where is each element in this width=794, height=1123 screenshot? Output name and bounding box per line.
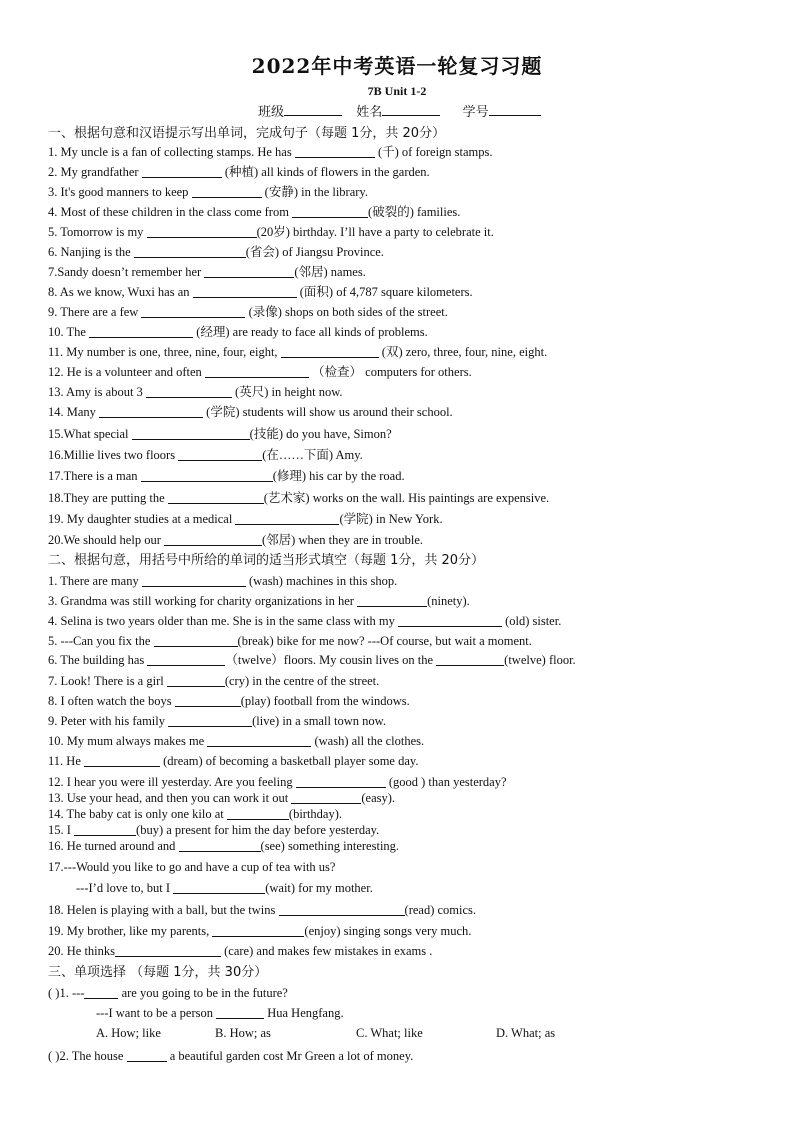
section2-item <box>48 822 379 838</box>
question-text: 16.Millie lives two floors <box>48 448 179 462</box>
question-text: (录像) shops on both sides of the street. <box>245 305 448 319</box>
question-text: (千) of foreign stamps. <box>374 145 493 159</box>
answer-blank[interactable] <box>175 693 241 707</box>
question-text: 2. My grandfather <box>48 165 142 179</box>
question-text: (live) in a small town now. <box>252 714 387 728</box>
id-label: 学号 <box>462 105 489 120</box>
section2-heading: 二、根据句意，用括号中所给的单词的适当形式填空（每题 1分，共 20分） <box>48 553 485 568</box>
question-text: 18. Helen is playing with a ball, but the twins <box>48 903 279 917</box>
question-text: （twelve）floors. My cousin lives on the <box>225 653 437 667</box>
question-text: (good ) than yesterday? <box>385 775 507 789</box>
section2-item <box>48 902 476 918</box>
question-text: 3. Grandma was still working for charity organizations in her <box>48 594 358 608</box>
question-text: are you going to be in the future? <box>118 986 288 1000</box>
answer-blank[interactable] <box>204 264 294 278</box>
question-text: (dream) of becoming a basketball player some day. <box>160 754 419 768</box>
name-blank[interactable] <box>382 103 440 116</box>
question-text: 6. The building has <box>48 653 148 667</box>
question-text: 7.Sandy doesn’t remember her <box>48 265 205 279</box>
question-text: (cry) in the centre of the street. <box>224 674 380 688</box>
section1-item <box>48 404 453 420</box>
question-text: (wait) for my mother. <box>265 881 373 895</box>
section1-item <box>48 364 472 380</box>
section2-item <box>48 838 399 854</box>
question-text: (学院) in New York. <box>339 512 443 526</box>
answer-blank[interactable] <box>147 652 225 666</box>
question-text: 1. My uncle is a fan of collecting stamps. He has <box>48 145 295 159</box>
option-b[interactable]: B. How; as <box>215 1026 271 1040</box>
section1-heading: 一、根据句意和汉语提示写出单词，完成句子（每题 1分，共 20分） <box>48 126 446 141</box>
section2-item <box>48 859 335 875</box>
question-text: 10. My mum always makes me <box>48 734 208 748</box>
section1-item <box>48 468 405 484</box>
answer-blank[interactable] <box>227 806 289 820</box>
question-text: 1. There are many <box>48 574 142 588</box>
question-text: 5. ---Can you fix the <box>48 634 154 648</box>
question-text: (经理) are ready to face all kinds of problems. <box>193 325 428 339</box>
question-text: (学院) students will show us around their school. <box>203 405 453 419</box>
section2-item <box>48 790 395 806</box>
question-text: 20.We should help our <box>48 533 164 547</box>
section1-item <box>48 532 423 548</box>
section2-item <box>48 673 379 689</box>
question-text: (enjoy) singing songs very much. <box>304 924 472 938</box>
question-text: 9. There are a few <box>48 305 142 319</box>
unit-label: 7B Unit 1-2 <box>367 84 427 98</box>
question-text: 19. My daughter studies at a medical <box>48 512 236 526</box>
question-text: (read) comics. <box>404 903 477 917</box>
question-text: 14. Many <box>48 405 100 419</box>
section1-item <box>48 447 363 463</box>
section1-item <box>48 344 547 360</box>
question-text: 13. Amy is about 3 <box>48 385 146 399</box>
question-text: (wash) machines in this shop. <box>245 574 398 588</box>
answer-blank[interactable] <box>154 633 238 647</box>
answer-blank[interactable] <box>168 713 252 727</box>
answer-blank[interactable] <box>84 753 160 767</box>
question-text: (care) and makes few mistakes in exams . <box>221 944 433 958</box>
section2-item <box>48 713 386 729</box>
answer-paren[interactable]: ( ) <box>48 986 60 1000</box>
student-info <box>258 101 541 120</box>
answer-blank[interactable] <box>212 923 304 937</box>
question-text: 19. My brother, like my parents, <box>48 924 213 938</box>
answer-blank[interactable] <box>207 733 311 747</box>
section2-item <box>48 806 342 822</box>
question-text: 4. Selina is two years older than me. She is in the same class with my <box>48 614 398 628</box>
option-c[interactable]: C. What; like <box>356 1026 423 1040</box>
name-label: 姓名 <box>356 105 383 120</box>
answer-blank[interactable] <box>173 880 265 894</box>
question-text: (ninety). <box>427 594 470 608</box>
section1-item <box>48 384 343 400</box>
question-text: 12. He is a volunteer and often <box>48 365 205 379</box>
question-text: 5. Tomorrow is my <box>48 225 147 239</box>
question-text: 4. Most of these children in the class come from <box>48 205 293 219</box>
section1-item <box>48 511 443 527</box>
question-text: 3. It's good manners to keep <box>48 185 192 199</box>
answer-blank[interactable] <box>147 224 257 238</box>
question-text: ---I’d love to, but I <box>76 881 174 895</box>
section2-item <box>48 593 470 609</box>
question-text: (easy). <box>361 791 396 805</box>
answer-blank[interactable] <box>146 384 232 398</box>
page-title: 2022年中考英语一轮复习习题 <box>251 54 543 78</box>
question-text: (buy) a present for him the day before yesterday. <box>136 823 380 837</box>
question-text: 8. I often watch the boys <box>48 694 175 708</box>
answer-blank[interactable] <box>127 1048 167 1062</box>
question-text: (wash) all the clothes. <box>311 734 425 748</box>
section2-item <box>48 633 532 649</box>
section1-item <box>48 184 368 200</box>
answer-blank[interactable] <box>216 1005 264 1019</box>
answer-blank[interactable] <box>167 673 225 687</box>
answer-blank[interactable] <box>89 324 193 338</box>
question-text: 15.What special <box>48 427 132 441</box>
answer-blank[interactable] <box>132 426 250 440</box>
answer-blank[interactable] <box>84 985 118 999</box>
question-text: 20. He thinks <box>48 944 116 958</box>
question-text: ---I want to be a person <box>96 1006 217 1020</box>
question-text: (修理) his car by the road. <box>272 469 405 483</box>
question-text: (双) zero, three, four, nine, eight. <box>378 345 548 359</box>
answer-blank[interactable] <box>193 284 297 298</box>
section2-item <box>48 923 471 939</box>
question-text: (安静) in the library. <box>261 185 368 199</box>
question-1 <box>48 985 288 1001</box>
section2-item <box>76 880 373 896</box>
section2-item <box>48 774 507 790</box>
answer-blank[interactable] <box>295 144 375 158</box>
section2-item <box>48 613 561 629</box>
section2-item <box>48 943 432 959</box>
section1-item <box>48 164 430 180</box>
answer-blank[interactable] <box>115 943 221 957</box>
question-text: (技能) do you have, Simon? <box>249 427 392 441</box>
class-label: 班级 <box>258 105 285 120</box>
answer-blank[interactable] <box>205 364 309 378</box>
answer-blank[interactable] <box>291 790 361 804</box>
question-text: (艺术家) works on the wall. His paintings are expensive. <box>263 491 550 505</box>
question-text: 17.There is a man <box>48 469 141 483</box>
question-text: 14. The baby cat is only one kilo at <box>48 807 227 821</box>
answer-blank[interactable] <box>99 404 203 418</box>
section1-item <box>48 144 493 160</box>
class-blank[interactable] <box>284 103 342 116</box>
question-text: 17.---Would you like to go and have a cup of tea with us? <box>48 860 336 874</box>
question-1-line2 <box>96 1005 344 1021</box>
question-text: 8. As we know, Wuxi has an <box>48 285 193 299</box>
question-text: (twelve) floor. <box>504 653 576 667</box>
answer-blank[interactable] <box>235 511 339 525</box>
question-text: (old) sister. <box>501 614 562 628</box>
section1-item <box>48 264 366 280</box>
answer-blank[interactable] <box>179 838 261 852</box>
id-blank[interactable] <box>489 103 541 116</box>
question-text: （检查） computers for others. <box>308 365 472 379</box>
question-text: 15. I <box>48 823 75 837</box>
question-text: 16. He turned around and <box>48 839 179 853</box>
question-text: 1. --- <box>59 986 85 1000</box>
question-text: (在……下面) Amy. <box>262 448 363 462</box>
answer-paren[interactable]: ( ) <box>48 1049 60 1063</box>
answer-blank[interactable] <box>281 344 379 358</box>
question-text: 13. Use your head, and then you can work it out <box>48 791 292 805</box>
question-text: 9. Peter with his family <box>48 714 169 728</box>
question-text: 18.They are putting the <box>48 491 168 505</box>
question-text: (种植) all kinds of flowers in the garden. <box>221 165 430 179</box>
section1-item <box>48 490 549 506</box>
answer-blank[interactable] <box>436 652 504 666</box>
question-text: (邻居) names. <box>294 265 366 279</box>
section1-item <box>48 224 494 240</box>
answer-blank[interactable] <box>357 593 427 607</box>
question-text: (break) bike for me now? ---Of course, but wait a moment. <box>237 634 532 648</box>
answer-blank[interactable] <box>292 204 368 218</box>
section2-item <box>48 573 397 589</box>
question-text: (邻居) when they are in trouble. <box>262 533 424 547</box>
question-text: 11. My number is one, three, nine, four, eight, <box>48 345 281 359</box>
section1-item <box>48 324 428 340</box>
answer-blank[interactable] <box>168 490 264 504</box>
answer-blank[interactable] <box>279 902 405 916</box>
question-text: (20岁) birthday. I’ll have a party to celebrate it. <box>256 225 494 239</box>
section1-item <box>48 204 460 220</box>
question-text: 12. I hear you were ill yesterday. Are you feeling <box>48 775 296 789</box>
answer-blank[interactable] <box>142 573 246 587</box>
section3-heading: 三、单项选择 （每题 1分，共 30分） <box>48 965 268 980</box>
question-text: 11. He <box>48 754 84 768</box>
question-text: (play) football from the windows. <box>240 694 410 708</box>
question-2 <box>48 1048 413 1064</box>
question-text: 10. The <box>48 325 90 339</box>
question-text: (面积) of 4,787 square kilometers. <box>296 285 473 299</box>
answer-blank[interactable] <box>178 447 262 461</box>
answer-blank[interactable] <box>74 822 136 836</box>
answer-blank[interactable] <box>398 613 502 627</box>
question-text: (省会) of Jiangsu Province. <box>245 245 384 259</box>
section1-item <box>48 244 384 260</box>
question-text: (破裂的) families. <box>368 205 461 219</box>
section1-item <box>48 304 448 320</box>
option-d[interactable]: D. What; as <box>496 1026 556 1040</box>
section2-item <box>48 753 418 769</box>
section1-item <box>48 284 473 300</box>
question-text: (birthday). <box>288 807 343 821</box>
question-text: 6. Nanjing is the <box>48 245 134 259</box>
question-text: a beautiful garden cost Mr Green a lot of money. <box>166 1049 414 1063</box>
section2-item <box>48 693 410 709</box>
question-text: Hua Hengfang. <box>264 1006 344 1020</box>
answer-blank[interactable] <box>164 532 262 546</box>
section1-item <box>48 426 392 442</box>
question-text: (英尺) in height now. <box>231 385 343 399</box>
question-text: (see) something interesting. <box>260 839 400 853</box>
answer-blank[interactable] <box>296 774 386 788</box>
section2-item <box>48 652 576 668</box>
answer-blank[interactable] <box>134 244 246 258</box>
answer-blank[interactable] <box>141 468 273 482</box>
answer-blank[interactable] <box>142 164 222 178</box>
answer-blank[interactable] <box>141 304 245 318</box>
option-a[interactable]: A. How; like <box>96 1026 161 1040</box>
section2-item <box>48 733 424 749</box>
answer-blank[interactable] <box>192 184 262 198</box>
question-text: 7. Look! There is a girl <box>48 674 167 688</box>
question-text: 2. The house <box>59 1049 127 1063</box>
